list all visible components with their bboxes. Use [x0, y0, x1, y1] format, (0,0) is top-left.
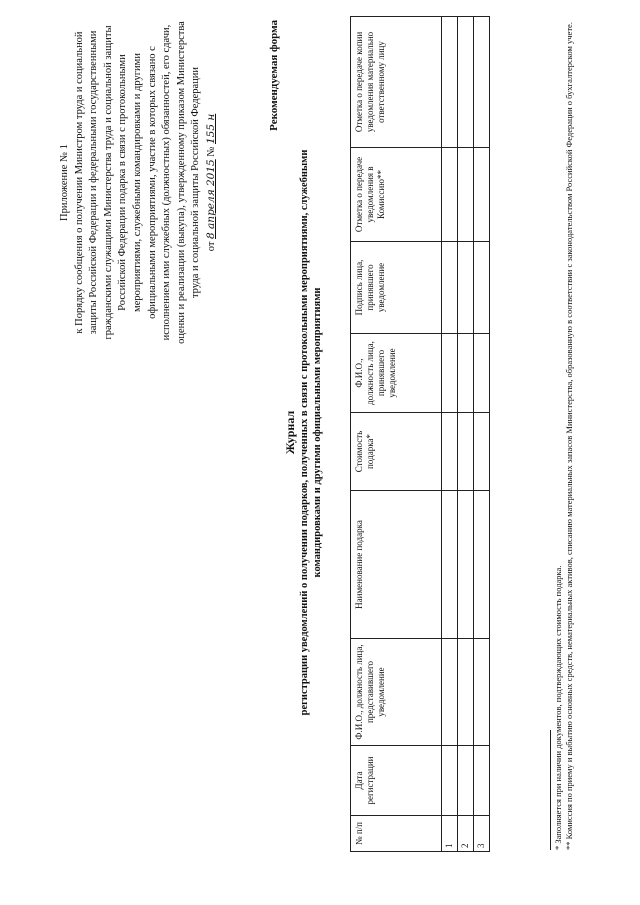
table-cell — [474, 491, 490, 639]
header-submitter: Ф.И.О., должность лица, представившего уведомление — [351, 639, 442, 746]
table-row — [458, 17, 474, 852]
table-cell — [442, 491, 458, 639]
header-gift-cost: Стоимость подарка* — [351, 413, 442, 491]
table-cell — [474, 242, 490, 334]
appendix-line: мероприятиями, служебными командировками и другими — [131, 53, 143, 312]
appendix-line: исполнением ими служебных (должностных) обязанностей, его сдачи, — [161, 24, 173, 341]
table-cell — [442, 413, 458, 491]
header-gift-name: Наименование подарка — [351, 491, 442, 639]
appendix-line: защиты Российской Федерации и федеральными государственными — [88, 30, 100, 335]
appendix-date-line — [204, 20, 220, 345]
table-cell — [458, 148, 474, 242]
header-receiver-signature: Подпись лица, принявшего уведомление — [351, 242, 442, 334]
footnotes — [550, 20, 575, 850]
table-cell — [474, 639, 490, 746]
table-cell — [442, 17, 458, 148]
journal-subtitle-line: регистрации уведомлений о получении подарков, полученных в связи с протокольными мероприятиями, служебными — [299, 149, 310, 716]
row-number: 3 — [474, 816, 490, 852]
footnote-divider — [550, 730, 551, 850]
table-cell — [442, 148, 458, 242]
table-cell — [442, 639, 458, 746]
header-number: № п/п — [351, 816, 442, 852]
table-row — [474, 17, 490, 852]
header-commission-transfer: Отметка о передаче уведомления в Комиссию** — [351, 148, 442, 242]
table-cell — [458, 413, 474, 491]
footnote-commission: ** Комиссия по приему и выбытию основных средств, нематериальных активов, списанию материальных запасов Министерства, образованную в соответствии с законодательством Российской Федерации о бухгалтерском учете. — [564, 22, 574, 850]
row-number: 2 — [458, 816, 474, 852]
table-cell — [442, 746, 458, 816]
appendix-title: Приложение № 1 — [59, 144, 70, 221]
table-row — [442, 17, 458, 852]
header-registration-date: Дата регистрации — [351, 746, 442, 816]
number-prefix: № — [205, 146, 217, 157]
header-receiver: Ф.И.О., должность лица, принявшего уведомление — [351, 334, 442, 413]
table-cell — [474, 746, 490, 816]
appendix-line: официальными мероприятиями, участие в которых связано с — [146, 46, 158, 319]
handwritten-date: 8 апреля 2015 — [204, 159, 217, 239]
date-prefix: от — [205, 241, 217, 252]
appendix-line: труда и социальной защиты Российской Федерации — [190, 66, 202, 299]
table-cell — [458, 242, 474, 334]
appendix-line: гражданскими служащими Министерства труда и социальной защиты — [102, 25, 114, 340]
table-cell — [442, 334, 458, 413]
appendix-block — [58, 20, 220, 345]
table-cell — [458, 17, 474, 148]
registration-journal-table — [350, 16, 490, 852]
journal-subtitle — [298, 20, 324, 845]
table-header-row — [351, 17, 442, 852]
table-cell — [474, 148, 490, 242]
table-cell — [458, 639, 474, 746]
footnote-cost: * Заполняется при наличии документов, подтверждающих стоимость подарка. — [553, 565, 563, 850]
table-cell — [474, 17, 490, 148]
table-cell — [458, 334, 474, 413]
table-cell — [474, 334, 490, 413]
journal-subtitle-line: командировками и другими официальными мероприятиями — [312, 287, 323, 578]
recommended-form-label: Рекомендуемая форма — [268, 20, 280, 131]
table-cell — [474, 413, 490, 491]
table-cell — [458, 491, 474, 639]
appendix-line: оценки и реализации (выкупа), утвержденному приказом Министерства — [175, 21, 187, 344]
table-cell — [458, 746, 474, 816]
row-number: 1 — [442, 816, 458, 852]
handwritten-number: 155 н — [204, 113, 217, 144]
table-cell — [442, 242, 458, 334]
header-copy-transfer: Отметка о передаче копии уведомления материально ответственному лицу — [351, 17, 442, 148]
appendix-line: к Порядку сообщения о получении Министром труда и социальной — [73, 31, 85, 334]
appendix-line: Российской Федерации подарка в связи с протокольными — [117, 54, 129, 311]
journal-title: Журнал — [283, 410, 297, 455]
